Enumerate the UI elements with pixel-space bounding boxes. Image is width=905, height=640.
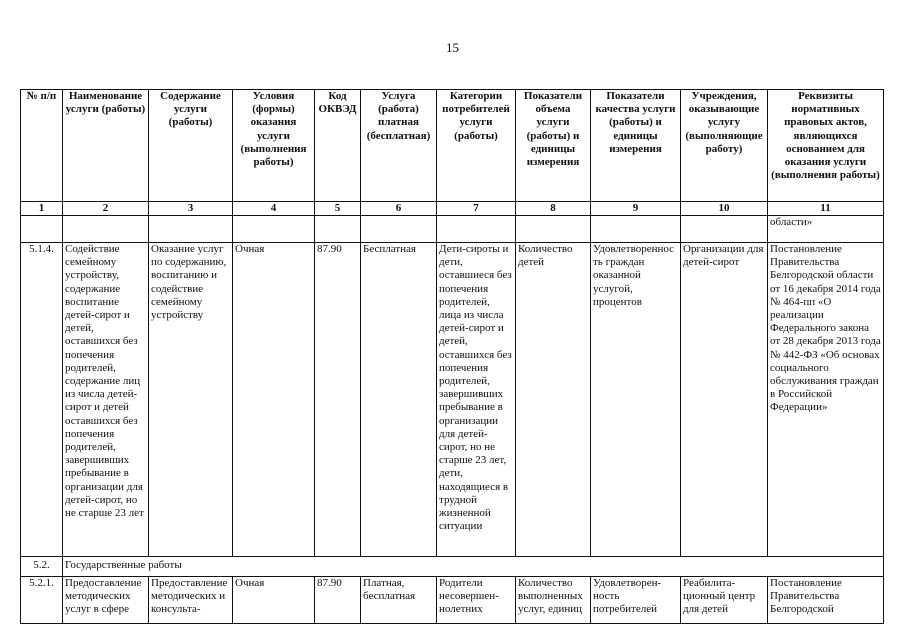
services-table: [20, 89, 884, 624]
volume-indicator: Количество выполненных услуг, единиц: [516, 577, 591, 624]
institutions: Организации для детей-сирот: [681, 243, 768, 557]
page-number: 15: [446, 40, 459, 55]
column-number: 4: [233, 202, 315, 216]
header-cell-name: Наименование услуги (работы): [63, 90, 149, 202]
header-cell-institutions: Учреждения, оказывающие услугу (выполняющие работу): [681, 90, 768, 202]
table-row: [21, 577, 884, 624]
quality-indicator: Удовлетворенность граждан оказанной услугой, процентов: [591, 243, 681, 557]
header-cell-paid: Услуга (работа) платная (бесплатная): [361, 90, 437, 202]
service-content: Предоставление методических и консульта-: [149, 577, 233, 624]
row-number: 5.1.4.: [21, 243, 63, 557]
okved-code: 87.90: [315, 577, 361, 624]
service-name: Предоставление методических услуг в сфере: [63, 577, 149, 624]
column-number: 7: [437, 202, 516, 216]
header-cell-categories: Категории потребителей услуги (работы): [437, 90, 516, 202]
section-number: 5.2.: [21, 557, 63, 577]
column-number: 9: [591, 202, 681, 216]
section-row: [21, 557, 884, 577]
volume-indicator: Количество детей: [516, 243, 591, 557]
header-cell-okved: Код ОКВЭД: [315, 90, 361, 202]
section-title: Государственные работы: [63, 557, 884, 577]
column-number: 3: [149, 202, 233, 216]
header-cell-volume: Показатели объема услуги (работы) и единицы измерения: [516, 90, 591, 202]
header-cell-quality: Показатели качества услуги (работы) и единицы измерения: [591, 90, 681, 202]
institutions: Реабилита-ционный центр для детей: [681, 577, 768, 624]
continuation-text: области»: [768, 216, 884, 243]
paid-status: Платная, бесплатная: [361, 577, 437, 624]
legal-basis: Постановление Правительства Белгородской: [768, 577, 884, 624]
continuation-row: [21, 216, 884, 243]
service-conditions: Очная: [233, 243, 315, 557]
okved-code: 87.90: [315, 243, 361, 557]
consumer-categories: Дети-сироты и дети, оставшиеся без попечения родителей, лица из числа детей-сирот и детей, оставшихся без попечения родителей, завершивших пребывание в организации для детей-сирот, но не старше 23 лет, дети, находящиеся в трудной жизненной ситуации: [437, 243, 516, 557]
column-number: 10: [681, 202, 768, 216]
header-cell-legal: Реквизиты нормативных правовых актов, являющихся основанием для оказания услуги (выполнения работы): [768, 90, 884, 202]
row-number: 5.2.1.: [21, 577, 63, 624]
table-row: [21, 243, 884, 557]
service-content: Оказание услуг по содержанию, воспитанию и содействие семейному устройству: [149, 243, 233, 557]
column-number: 11: [768, 202, 884, 216]
column-number: 2: [63, 202, 149, 216]
header-cell-num: № п/п: [21, 90, 63, 202]
column-number: 6: [361, 202, 437, 216]
column-number-row: [21, 202, 884, 216]
legal-basis: Постановление Правительства Белгородской области от 16 декабря 2014 года № 464-пп «О реализации Федерального закона от 28 декабря 2013 года № 442-ФЗ «Об основах социального обслуживания граждан в Российской Федерации»: [768, 243, 884, 557]
column-number: 1: [21, 202, 63, 216]
header-cell-content: Содержание услуги (работы): [149, 90, 233, 202]
column-number: 8: [516, 202, 591, 216]
service-conditions: Очная: [233, 577, 315, 624]
service-name: Содействие семейному устройству, содержание воспитание детей-сирот и детей, оставшихся без попечения родителей, содержание лиц из числа детей-сирот и детей оставшихся без попечения родителей, завершивших пребывание в организации для детей-сирот, но не старше 23 лет: [63, 243, 149, 557]
consumer-categories: Родители несовершен-нолетних: [437, 577, 516, 624]
paid-status: Бесплатная: [361, 243, 437, 557]
column-number: 5: [315, 202, 361, 216]
header-cell-conditions: Условия (формы) оказания услуги (выполнения работы): [233, 90, 315, 202]
quality-indicator: Удовлетворен-ность потребителей: [591, 577, 681, 624]
header-row: [21, 90, 884, 202]
